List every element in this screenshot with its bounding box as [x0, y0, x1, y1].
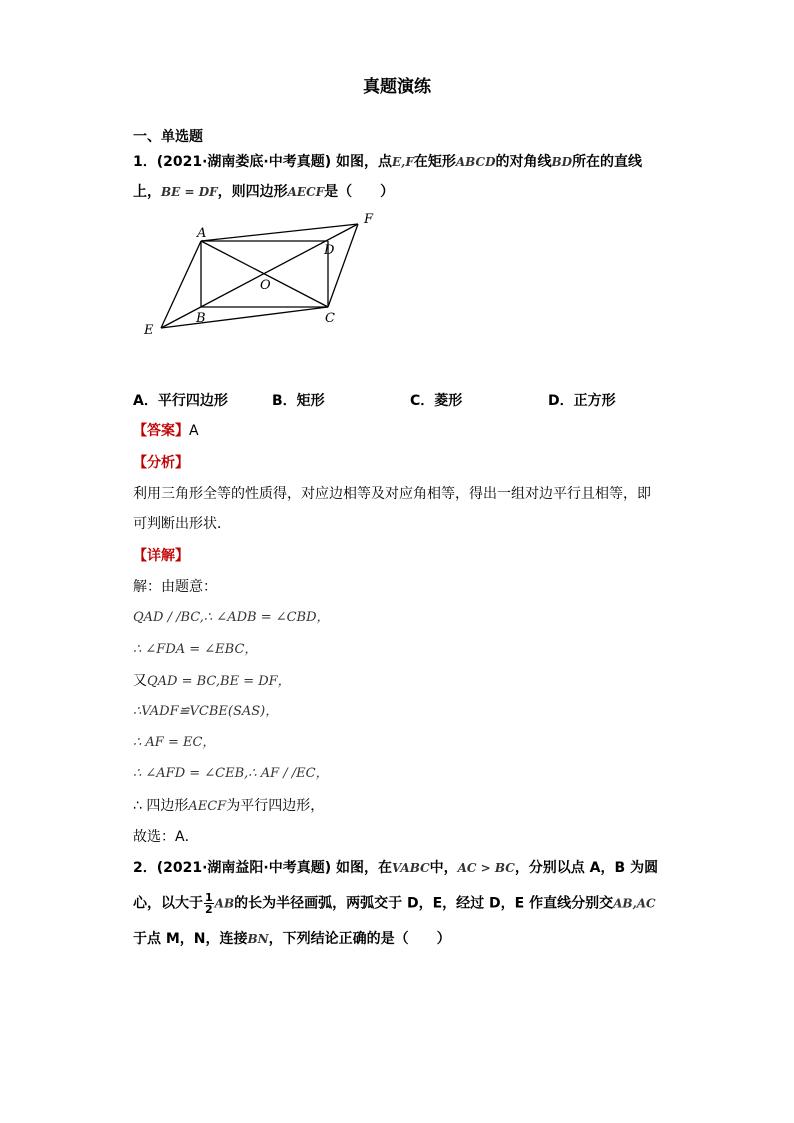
edge-ce	[161, 307, 328, 328]
detail-text: 又	[133, 673, 147, 689]
label-o: O	[260, 278, 271, 293]
q1-text: 的对角线	[495, 154, 552, 170]
q1-figure	[138, 208, 398, 343]
q2-text: 于点 M，N，连接	[133, 931, 248, 947]
q2-math: AC > BC	[457, 861, 515, 875]
q1-text: 1．(2021·湖南娄底·中考真题) 如图，点	[133, 154, 393, 170]
q2-math: VABC	[392, 861, 430, 875]
detail-line-7: ∴ ∠AFD = ∠CEB,∴ AF / /EC，	[133, 766, 329, 781]
q1-option-b[interactable]: B．矩形	[272, 393, 325, 409]
detail-line-3: ∴ ∠FDA = ∠EBC，	[133, 642, 258, 657]
detail-text: 为平行四边形，	[226, 798, 325, 814]
q2-math: BN	[247, 932, 269, 946]
q2-text: ，下列结论正确的是（ ）	[268, 931, 451, 947]
q1-text: 所在的直线	[572, 154, 643, 170]
detail-line-5: ∴VADF≌VCBE(SAS)，	[133, 704, 279, 719]
q1-option-c[interactable]: C．菱形	[410, 393, 463, 409]
analysis-text-1: 利用三角形全等的性质得，对应边相等及对应角相等，得出一组对边平行且相等，即	[133, 486, 651, 502]
q2-text: 2．(2021·湖南益阳·中考真题) 如图，在	[133, 860, 393, 876]
edge-fc	[328, 224, 358, 307]
answer-value: A	[189, 423, 199, 439]
label-a: A	[197, 226, 207, 241]
fraction-num: 1	[205, 891, 213, 904]
detail-tag-text: 【详解】	[133, 548, 189, 564]
page-title: 真题演练	[363, 77, 431, 97]
q1-text: 上，	[133, 184, 161, 200]
detail-tag	[133, 547, 189, 565]
detail-line-8	[133, 797, 324, 816]
section-heading: 一、单选题	[133, 129, 203, 145]
label-d: D	[324, 243, 335, 258]
q1-math: BE = DF	[161, 185, 218, 199]
label-b: B	[196, 311, 206, 326]
detail-text: ∴ 四边形	[133, 798, 189, 814]
q1-math: ABCD	[455, 155, 496, 169]
q1-math: BD	[551, 155, 573, 169]
label-c: C	[325, 311, 335, 326]
q1-answer	[133, 422, 199, 440]
analysis-tag-text: 【分析】	[133, 455, 189, 471]
detail-line-1: 解：由题意：	[133, 579, 217, 595]
q2-stem-line3	[133, 930, 451, 948]
q2-stem-line2	[133, 892, 656, 915]
q1-text: ，则四边形	[217, 184, 288, 200]
q2-text: 的长为半径画弧，两弧交于 D，E，经过 D，E 作直线分别交	[234, 895, 614, 912]
detail-line-2: QAD / /BC,∴ ∠ADB = ∠CBD，	[133, 610, 330, 625]
detail-line-4	[133, 672, 291, 691]
q2-math: AB	[214, 896, 235, 911]
q2-stem-line1	[133, 859, 658, 877]
q2-text: ，分别以点 A，B 为圆	[514, 860, 659, 876]
detail-line-9: 故选：A．	[133, 829, 199, 845]
detail-math: AECF	[188, 799, 227, 814]
q2-text: 中，	[429, 860, 458, 876]
fraction-half	[204, 892, 214, 915]
analysis-text-2: 可判断出形状．	[133, 516, 231, 532]
answer-tag: 【答案】	[133, 423, 189, 439]
q1-stem-line1	[133, 153, 642, 171]
q2-text: 心，以大于	[133, 895, 203, 912]
q2-math: AB,AC	[613, 896, 656, 911]
label-e: E	[144, 323, 154, 338]
q1-math: E,F	[392, 155, 414, 169]
label-f: F	[364, 212, 374, 227]
detail-line-6: ∴ AF = EC，	[133, 735, 216, 750]
fraction-den: 2	[205, 903, 213, 916]
analysis-tag	[133, 454, 189, 472]
q1-math: AECF	[287, 185, 325, 199]
detail-math: QAD = BC,BE = DF，	[147, 674, 291, 689]
q1-text: 是（ ）	[324, 184, 395, 200]
q1-option-a[interactable]: A．平行四边形	[133, 393, 228, 409]
q1-option-d[interactable]: D．正方形	[548, 393, 616, 409]
edge-ea	[161, 241, 201, 328]
q1-stem-line2	[133, 183, 394, 201]
q1-text: 在矩形	[413, 154, 456, 170]
edge-af	[201, 224, 358, 241]
